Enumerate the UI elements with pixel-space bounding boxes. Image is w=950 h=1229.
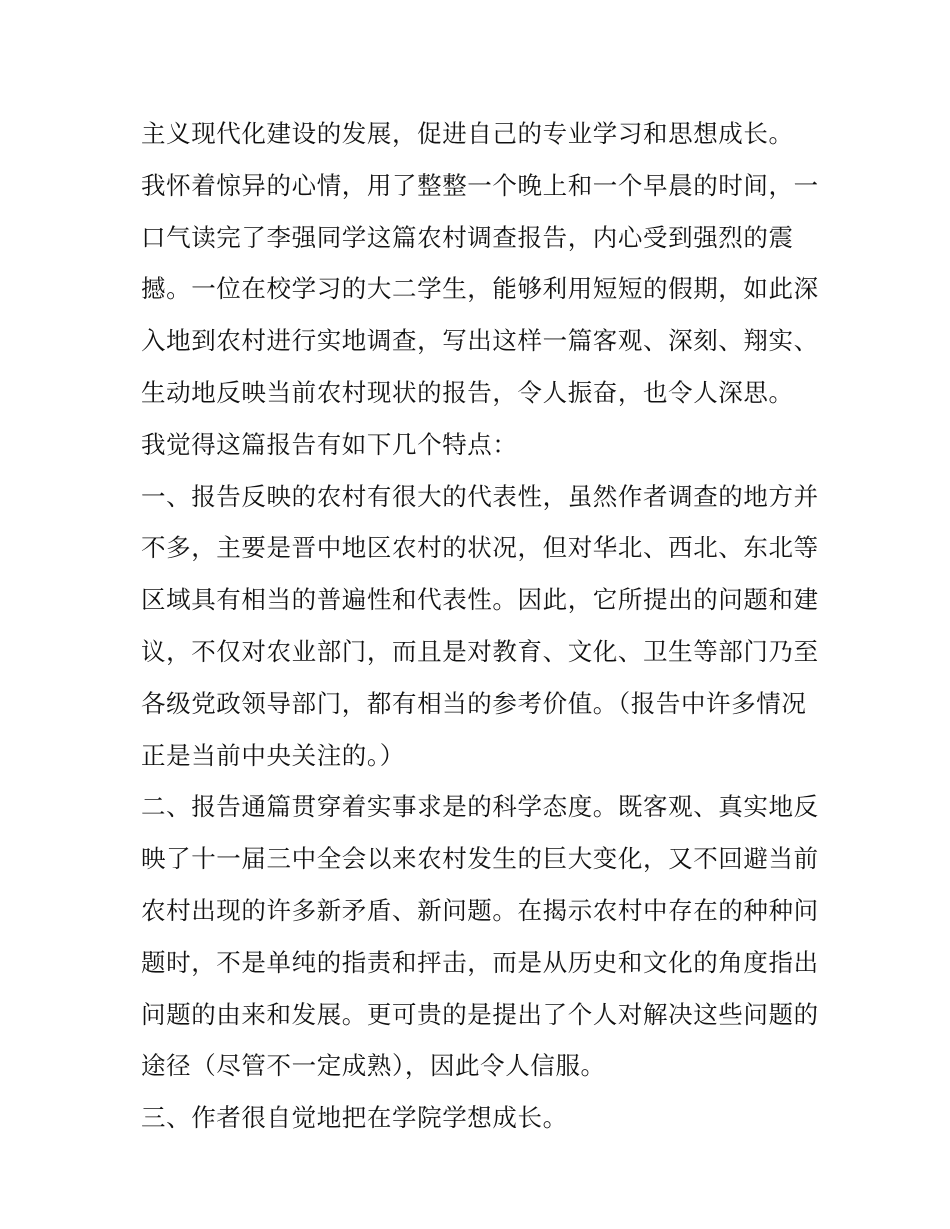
text-line: 生动地反映当前农村现状的报告，令人振奋，也令人深思。 (141, 377, 794, 407)
text-line: 三、作者很自觉地把在学院学想成长。 (141, 1103, 568, 1133)
text-line: 正是当前中央关注的。） (141, 740, 405, 770)
text-line: 区域具有相当的普遍性和代表性。因此，它所提出的问题和建 (141, 585, 819, 615)
text-line: 入地到农村进行实地调查，写出这样一篇客观、深刻、翔实、 (141, 326, 819, 356)
text-line: 我怀着惊异的心情，用了整整一个晚上和一个早晨的时间，一 (141, 170, 819, 200)
text-line: 映了十一届三中全会以来农村发生的巨大变化，又不回避当前 (141, 844, 819, 874)
text-line: 途径（尽管不一定成熟），因此令人信服。 (141, 1051, 606, 1081)
text-line: 我觉得这篇报告有如下几个特点： (141, 429, 518, 459)
text-line: 农村出现的许多新矛盾、新问题。在揭示农村中存在的种种问 (141, 895, 819, 925)
text-line: 撼。一位在校学习的大二学生，能够利用短短的假期，如此深 (141, 274, 819, 304)
text-line: 主义现代化建设的发展，促进自己的专业学习和思想成长。 (141, 119, 794, 148)
text-line: 各级党政领导部门，都有相当的参考价值。（报告中许多情况 (141, 688, 807, 718)
text-line: 二、报告通篇贯穿着实事求是的科学态度。既客观、真实地反 (141, 792, 819, 822)
text-line: 口气读完了李强同学这篇农村调查报告，内心受到强烈的震 (141, 222, 794, 252)
text-line: 问题的由来和发展。更可贵的是提出了个人对解决这些问题的 (141, 999, 819, 1029)
text-line: 题时，不是单纯的指责和抨击，而是从历史和文化的角度指出 (141, 947, 819, 977)
text-line: 议，不仅对农业部门，而且是对教育、文化、卫生等部门乃至 (141, 636, 819, 666)
document-body (141, 108, 821, 1144)
text-line: 一、报告反映的农村有很大的代表性，虽然作者调查的地方并 (141, 481, 819, 511)
text-line: 不多，主要是晋中地区农村的状况，但对华北、西北、东北等 (141, 533, 819, 563)
